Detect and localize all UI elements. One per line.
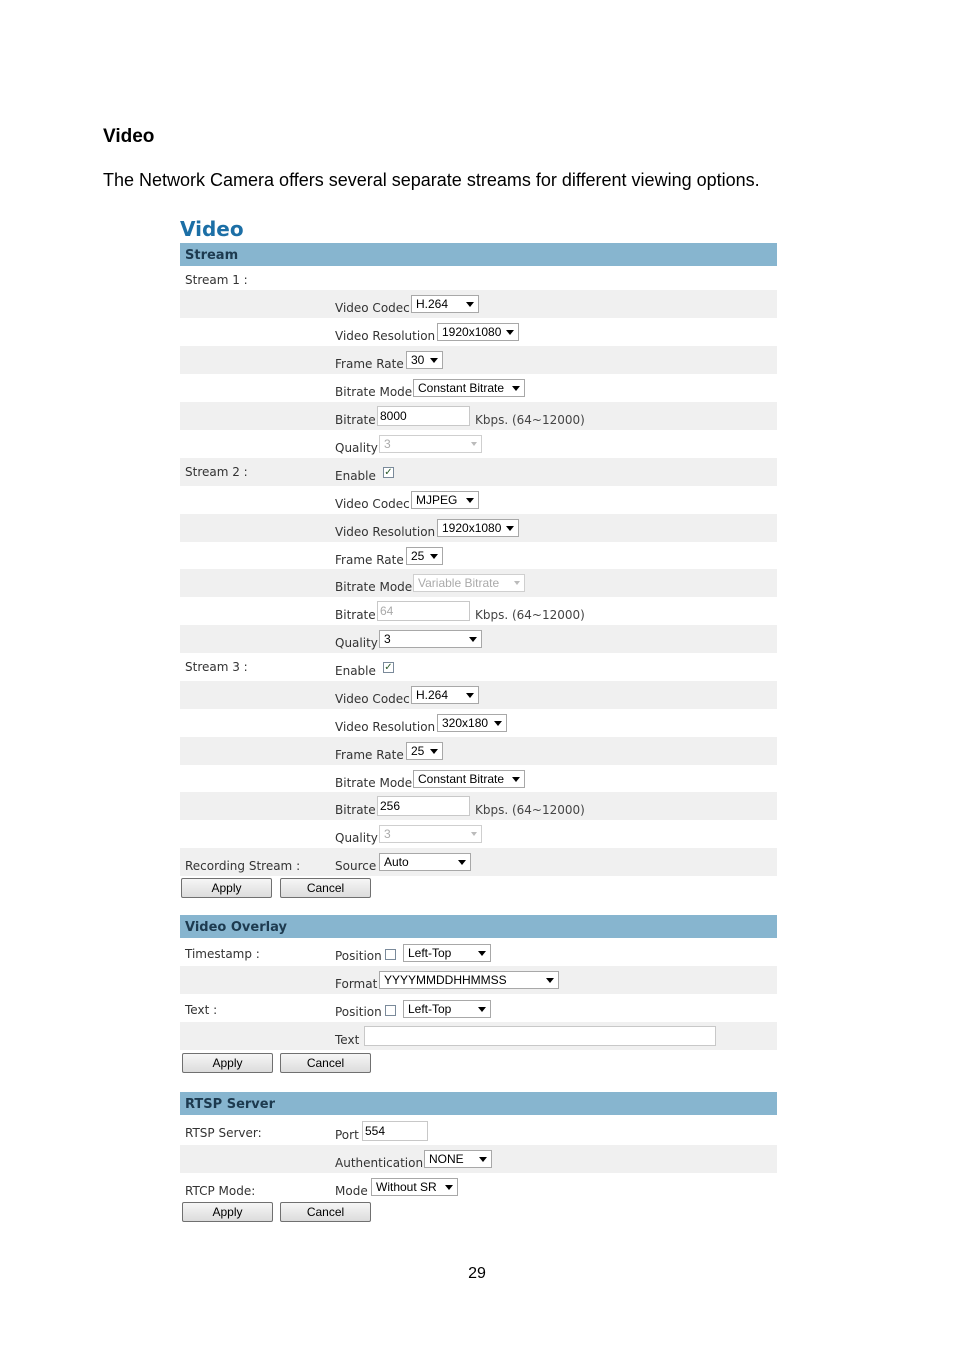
rtsp-apply-button[interactable]: Apply <box>182 1202 273 1222</box>
select-value: 25 <box>411 744 425 758</box>
dropdown-arrow-icon <box>430 749 438 754</box>
select-value: 3 <box>384 437 391 451</box>
timestamp-position-select[interactable] <box>403 944 491 962</box>
timestamp-format-select[interactable] <box>379 971 559 989</box>
stream2-framerate-select[interactable] <box>406 547 443 565</box>
dropdown-arrow-icon <box>506 526 514 531</box>
stream3-label: Stream 3 : <box>185 660 248 674</box>
text-overlay-label: Text : <box>185 1003 218 1017</box>
stream3-resolution-row <box>180 709 777 737</box>
dropdown-arrow-icon <box>466 693 474 698</box>
stream1-framerate-row <box>180 346 777 374</box>
dropdown-arrow-icon <box>479 1157 487 1162</box>
select-value: 1920x1080 <box>442 325 502 339</box>
select-value: 3 <box>384 632 391 646</box>
stream2-enable-row <box>180 458 777 486</box>
stream2-enable-checkbox[interactable]: ✓ <box>384 467 393 478</box>
stream2-resolution-row <box>180 514 777 542</box>
dropdown-arrow-icon <box>494 721 502 726</box>
stream2-bitrate-row <box>180 597 777 625</box>
stream1-codec-row <box>180 290 777 318</box>
section-header-stream: Stream <box>180 243 777 266</box>
select-value: 30 <box>411 353 425 367</box>
stream3-enable-row <box>180 653 777 681</box>
select-value: Constant Bitrate <box>418 381 505 395</box>
rtsp-authentication-select[interactable] <box>424 1150 492 1168</box>
stream2-bitratemode-row <box>180 569 777 597</box>
dropdown-arrow-icon <box>478 951 486 956</box>
select-value: 320x180 <box>442 716 489 730</box>
select-value: Left-Top <box>408 1002 452 1016</box>
dropdown-arrow-icon <box>512 386 520 391</box>
rtsp-port-input[interactable]: 554 <box>362 1121 428 1141</box>
select-value: 25 <box>411 549 425 563</box>
text-enable-checkbox[interactable] <box>385 1005 396 1016</box>
stream3-codec-row <box>180 681 777 709</box>
select-value: Auto <box>384 855 409 869</box>
quality-label: Quality <box>335 831 378 845</box>
select-value: NONE <box>429 1152 464 1166</box>
select-value: Constant Bitrate <box>418 772 505 786</box>
stream1-framerate-select[interactable] <box>406 351 443 369</box>
stream3-framerate-row <box>180 737 777 765</box>
recording-stream-label: Recording Stream : <box>185 859 301 873</box>
rtcp-mode-label: RTCP Mode: <box>185 1184 256 1198</box>
select-value: 1920x1080 <box>442 521 502 535</box>
stream3-quality-select[interactable] <box>379 825 482 843</box>
stream3-resolution-select[interactable] <box>437 714 507 732</box>
select-value: MJPEG <box>416 493 458 507</box>
text-label: Text <box>335 1033 360 1047</box>
dropdown-arrow-icon <box>466 302 474 307</box>
rtcp-mode-row <box>180 1173 777 1199</box>
document-intro: The Network Camera offers several separate streams for different viewing options. <box>103 170 760 190</box>
stream-cancel-button[interactable]: Cancel <box>280 878 371 898</box>
video-resolution-label: Video Resolution <box>335 525 436 539</box>
bitrate-mode-label: Bitrate Mode <box>335 580 413 594</box>
port-label: Port <box>335 1128 359 1142</box>
rtsp-cancel-button[interactable]: Cancel <box>280 1202 371 1222</box>
stream3-quality-row <box>180 820 777 848</box>
rtsp-auth-row <box>180 1145 777 1173</box>
stream2-framerate-row <box>180 542 777 570</box>
stream1-bitrate-row <box>180 402 777 430</box>
video-codec-label: Video Codec <box>335 497 410 511</box>
dropdown-arrow-icon <box>458 860 466 865</box>
dropdown-arrow-icon <box>546 978 554 983</box>
text-position-select[interactable] <box>403 1000 491 1018</box>
select-value: YYYYMMDDHHMMSS <box>384 973 507 987</box>
stream3-bitratemode-select[interactable] <box>413 770 525 788</box>
frame-rate-label: Frame Rate <box>335 357 404 371</box>
video-resolution-label: Video Resolution <box>335 720 436 734</box>
select-value: 3 <box>384 827 391 841</box>
dropdown-arrow-icon <box>471 442 477 446</box>
dropdown-arrow-icon <box>469 637 477 642</box>
quality-label: Quality <box>335 636 378 650</box>
position-label: Position <box>335 1005 382 1019</box>
select-value: H.264 <box>416 688 449 702</box>
position-label: Position <box>335 949 382 963</box>
enable-label: Enable <box>335 664 376 678</box>
stream3-bitrate-input[interactable]: 256 <box>377 796 470 816</box>
select-value: H.264 <box>416 297 449 311</box>
rtsp-server-label: RTSP Server: <box>185 1126 262 1140</box>
format-label: Format <box>335 977 378 991</box>
overlay-cancel-button[interactable]: Cancel <box>280 1053 371 1073</box>
source-label: Source <box>335 859 377 873</box>
bitrate-mode-label: Bitrate Mode <box>335 776 413 790</box>
dropdown-arrow-icon <box>514 581 520 585</box>
select-value: Without SR <box>376 1180 437 1194</box>
dropdown-arrow-icon <box>471 832 477 836</box>
stream1-label: Stream 1 : <box>185 273 248 287</box>
stream1-bitratemode-select[interactable] <box>413 379 525 397</box>
select-value: Variable Bitrate <box>418 576 500 590</box>
stream1-bitratemode-row <box>180 374 777 402</box>
authentication-label: Authentication <box>335 1156 424 1170</box>
section-header-video-overlay: Video Overlay <box>180 915 777 938</box>
video-codec-label: Video Codec <box>335 301 410 315</box>
stream2-bitratemode-select[interactable] <box>413 574 525 592</box>
stream1-codec-select[interactable] <box>411 295 479 313</box>
section-header-rtsp-server: RTSP Server <box>180 1092 777 1115</box>
bitrate-label: Bitrate <box>335 608 376 622</box>
stream1-bitrate-input[interactable]: 8000 <box>377 406 470 426</box>
overlay-text-input[interactable] <box>364 1026 716 1046</box>
bitrate-mode-label: Bitrate Mode <box>335 385 413 399</box>
recording-stream-row <box>180 848 777 876</box>
dropdown-arrow-icon <box>430 358 438 363</box>
stream3-framerate-select[interactable] <box>406 742 443 760</box>
video-codec-label: Video Codec <box>335 692 410 706</box>
text-position-row <box>180 994 777 1022</box>
dropdown-arrow-icon <box>466 498 474 503</box>
overlay-apply-button[interactable]: Apply <box>182 1053 273 1073</box>
stream3-bitrate-row <box>180 792 777 820</box>
stream2-quality-row <box>180 625 777 653</box>
stream3-codec-select[interactable] <box>411 686 479 704</box>
frame-rate-label: Frame Rate <box>335 748 404 762</box>
bitrate-label: Bitrate <box>335 413 376 427</box>
dropdown-arrow-icon <box>478 1007 486 1012</box>
stream1-quality-row <box>180 430 777 458</box>
stream1-resolution-row <box>180 318 777 346</box>
dropdown-arrow-icon <box>512 777 520 782</box>
panel-title: Video <box>180 217 244 241</box>
dropdown-arrow-icon <box>506 330 514 335</box>
stream2-codec-select[interactable] <box>411 491 479 509</box>
stream2-label: Stream 2 : <box>185 465 248 479</box>
stream2-codec-row <box>180 486 777 514</box>
recording-source-select[interactable] <box>379 853 471 871</box>
bitrate-range-hint: Kbps. (64~12000) <box>475 608 585 622</box>
quality-label: Quality <box>335 441 378 455</box>
bitrate-range-hint: Kbps. (64~12000) <box>475 803 585 817</box>
stream-apply-button[interactable]: Apply <box>181 878 272 898</box>
bitrate-range-hint: Kbps. (64~12000) <box>475 413 585 427</box>
video-resolution-label: Video Resolution <box>335 329 436 343</box>
mode-label: Mode <box>335 1184 368 1198</box>
timestamp-label: Timestamp : <box>185 947 260 961</box>
stream1-resolution-select[interactable] <box>437 323 519 341</box>
enable-label: Enable <box>335 469 376 483</box>
select-value: Left-Top <box>408 946 452 960</box>
rtsp-port-row <box>180 1117 777 1145</box>
rtcp-mode-select[interactable] <box>371 1178 458 1196</box>
dropdown-arrow-icon <box>430 554 438 559</box>
document-heading: Video <box>103 126 155 147</box>
page-number: 29 <box>468 1265 486 1282</box>
stream2-bitrate-input[interactable]: 64 <box>377 601 470 621</box>
stream2-resolution-select[interactable] <box>437 519 519 537</box>
stream3-enable-checkbox[interactable]: ✓ <box>384 662 393 673</box>
stream2-quality-select[interactable] <box>379 630 482 648</box>
text-value-row <box>180 1022 777 1050</box>
dropdown-arrow-icon <box>445 1185 453 1190</box>
timestamp-format-row <box>180 966 777 994</box>
timestamp-enable-checkbox[interactable] <box>385 949 396 960</box>
bitrate-label: Bitrate <box>335 803 376 817</box>
frame-rate-label: Frame Rate <box>335 553 404 567</box>
stream3-bitratemode-row <box>180 765 777 793</box>
stream1-quality-select[interactable] <box>379 435 482 453</box>
timestamp-position-row <box>180 938 777 966</box>
